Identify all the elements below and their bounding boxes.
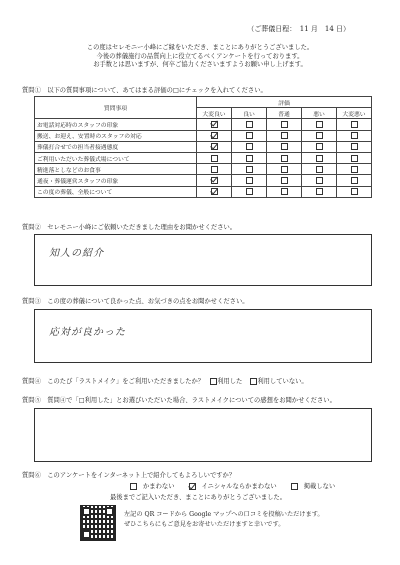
q3-handwritten-answer: 応対が良かった <box>49 327 126 338</box>
checkbox-icon[interactable] <box>246 188 253 195</box>
q1-item-label: 葬儀打合せでの担当者接遇態度 <box>35 141 197 152</box>
q6-options <box>130 481 347 490</box>
rating-cell <box>302 119 337 130</box>
q4-option-label: 利用した <box>217 378 243 385</box>
table-row <box>35 130 372 141</box>
rating-cell <box>302 164 337 175</box>
rating-cell <box>337 141 372 152</box>
rating-cell <box>197 130 232 141</box>
checkbox-icon[interactable] <box>316 177 323 184</box>
rating-cell <box>337 186 372 197</box>
rating-cell <box>337 119 372 130</box>
rating-cell <box>197 175 232 186</box>
rating-header: 大変良い <box>197 108 232 119</box>
checkbox-icon[interactable] <box>246 177 253 184</box>
rating-cell <box>267 119 302 130</box>
table-row <box>35 186 372 197</box>
rating-header: 良い <box>232 108 267 119</box>
closing-thanks: 最後までご記入いただき、まことにありがとうございました。 <box>110 494 287 501</box>
rating-cell <box>267 130 302 141</box>
checkbox-icon[interactable] <box>316 188 323 195</box>
rating-header: 大変悪い <box>337 108 372 119</box>
rating-cell <box>337 164 372 175</box>
q1-item-label: お電話対応時のスタッフの印象 <box>35 119 197 130</box>
q1-eval-header: 評価 <box>197 97 372 108</box>
checkbox-icon[interactable] <box>291 483 298 490</box>
checkbox-icon[interactable] <box>281 121 288 128</box>
checkbox-icon[interactable] <box>281 177 288 184</box>
ceremony-date: （ご葬儀日程： 11 月 14 日） <box>247 25 350 33</box>
table-row <box>35 175 372 186</box>
q4-option-used[interactable] <box>210 378 242 385</box>
checkbox-icon[interactable] <box>246 132 253 139</box>
rating-cell <box>232 119 267 130</box>
q3-label: 質問③ この度の葬儀について良かった点、お気づきの点をお聞かせください。 <box>22 298 249 305</box>
q1-item-label: ご利用いただいた葬儀式場について <box>35 152 197 163</box>
q6-option-initials[interactable] <box>189 483 283 490</box>
checkbox-icon[interactable] <box>281 155 288 162</box>
checkbox-checked-icon[interactable] <box>211 177 218 184</box>
table-row <box>35 152 372 163</box>
checkbox-icon[interactable] <box>316 121 323 128</box>
rating-cell <box>337 152 372 163</box>
rating-cell <box>302 175 337 186</box>
intro-line: お手数とは思いますが、何卒ご協力くださいますようお願い申し上げます。 <box>93 61 307 68</box>
rating-cell <box>232 164 267 175</box>
rating-cell <box>197 152 232 163</box>
rating-cell <box>302 141 337 152</box>
q6-option-label: イニシャルならかまわない <box>201 483 277 490</box>
footer-text <box>124 510 324 530</box>
checkbox-icon[interactable] <box>351 143 358 150</box>
checkbox-checked-icon[interactable] <box>211 143 218 150</box>
rating-cell <box>197 141 232 152</box>
checkbox-icon[interactable] <box>281 143 288 150</box>
checkbox-icon[interactable] <box>246 121 253 128</box>
q6-option-no[interactable] <box>291 483 341 490</box>
checkbox-checked-icon[interactable] <box>211 121 218 128</box>
rating-cell <box>197 119 232 130</box>
rating-cell <box>267 141 302 152</box>
checkbox-checked-icon[interactable] <box>211 188 218 195</box>
rating-cell <box>302 130 337 141</box>
q5-answer-box[interactable] <box>34 408 372 462</box>
footer-line: ぜひこちらにもご意見をお寄せいただけますと幸いです。 <box>124 521 285 528</box>
q4-row <box>22 376 308 385</box>
q4-option-label: 利用していない。 <box>257 378 308 385</box>
q6-option-label: かまわない <box>143 483 175 490</box>
checkbox-icon[interactable] <box>316 143 323 150</box>
q4-option-not-used[interactable] <box>250 378 307 385</box>
rating-cell <box>197 186 232 197</box>
qr-code-icon[interactable] <box>80 505 116 541</box>
checkbox-checked-icon[interactable] <box>211 132 218 139</box>
rating-cell <box>337 130 372 141</box>
q4-label: 質問④ このたび「ラストメイク」をご利用いただきましたか？ <box>22 378 205 385</box>
rating-cell <box>232 141 267 152</box>
checkbox-icon[interactable] <box>211 155 218 162</box>
checkbox-icon[interactable] <box>250 378 257 385</box>
checkbox-icon[interactable] <box>281 166 288 173</box>
rating-cell <box>232 130 267 141</box>
table-row <box>35 141 372 152</box>
rating-cell <box>337 175 372 186</box>
checkbox-icon[interactable] <box>281 188 288 195</box>
rating-cell <box>232 152 267 163</box>
q2-answer-box[interactable] <box>34 234 372 286</box>
checkbox-icon[interactable] <box>246 143 253 150</box>
checkbox-icon[interactable] <box>316 155 323 162</box>
rating-cell <box>232 175 267 186</box>
checkbox-icon[interactable] <box>246 166 253 173</box>
rating-cell <box>267 175 302 186</box>
q6-label: 質問⑥ このアンケートをインターネット上で紹介してもよろしいですか？ <box>22 472 236 479</box>
rating-header: 悪い <box>302 108 337 119</box>
q1-rating-table <box>34 96 372 198</box>
checkbox-checked-icon[interactable] <box>189 483 196 490</box>
intro-line: 今後の葬儀施行の品質向上に役立てるべくアンケートを行っております。 <box>96 52 304 60</box>
checkbox-icon[interactable] <box>210 378 217 385</box>
checkbox-icon[interactable] <box>351 177 358 184</box>
intro-line: この度はセレモニー小峰にご縁をいただき、まことにありがとうございました。 <box>86 44 314 51</box>
checkbox-icon[interactable] <box>130 483 137 490</box>
rating-cell <box>267 186 302 197</box>
checkbox-icon[interactable] <box>316 166 323 173</box>
rating-cell <box>302 186 337 197</box>
q1-item-label: この度の葬儀、全般について <box>35 186 197 197</box>
table-row <box>35 164 372 175</box>
q6-option-ok[interactable] <box>130 483 180 490</box>
q6-option-label: 掲載しない <box>303 483 336 490</box>
checkbox-icon[interactable] <box>351 166 358 173</box>
rating-cell <box>197 164 232 175</box>
table-row <box>35 119 372 130</box>
rating-cell <box>267 164 302 175</box>
q1-item-label: 精進落としなどのお食事 <box>35 164 197 175</box>
checkbox-icon[interactable] <box>246 155 253 162</box>
q2-handwritten-answer: 知人の紹介 <box>49 248 104 259</box>
q1-item-label: 搬送、お迎え、安置時のスタッフの対応 <box>35 130 197 141</box>
q1-item-label: 通夜・葬儀運営スタッフの印象 <box>35 175 197 186</box>
checkbox-icon[interactable] <box>211 166 218 173</box>
rating-cell <box>267 152 302 163</box>
q3-answer-box[interactable] <box>34 309 372 363</box>
intro-text <box>0 44 400 70</box>
checkbox-icon[interactable] <box>351 121 358 128</box>
checkbox-icon[interactable] <box>351 188 358 195</box>
checkbox-icon[interactable] <box>351 132 358 139</box>
q1-label: 質問① 以下の質問事項について、あてはまる評価の□にチェックを入れてください。 <box>22 87 267 94</box>
footer-line: 左記の QR コードから Google マップへの口コミを投稿いただけます。 <box>124 511 324 518</box>
checkbox-icon[interactable] <box>351 155 358 162</box>
checkbox-icon[interactable] <box>281 132 288 139</box>
q5-label: 質問⑤ 質問④で「□利用した」とお選びいただいた場合、ラストメイクについての感想をお聞かせください。 <box>22 397 336 404</box>
rating-cell <box>302 152 337 163</box>
rating-cell <box>232 186 267 197</box>
rating-header: 普通 <box>267 108 302 119</box>
checkbox-icon[interactable] <box>316 132 323 139</box>
q1-item-header: 質問事項 <box>35 97 197 119</box>
q2-label: 質問② セレモニー小峰にご依頼いただきました理由をお聞かせください。 <box>22 224 237 231</box>
